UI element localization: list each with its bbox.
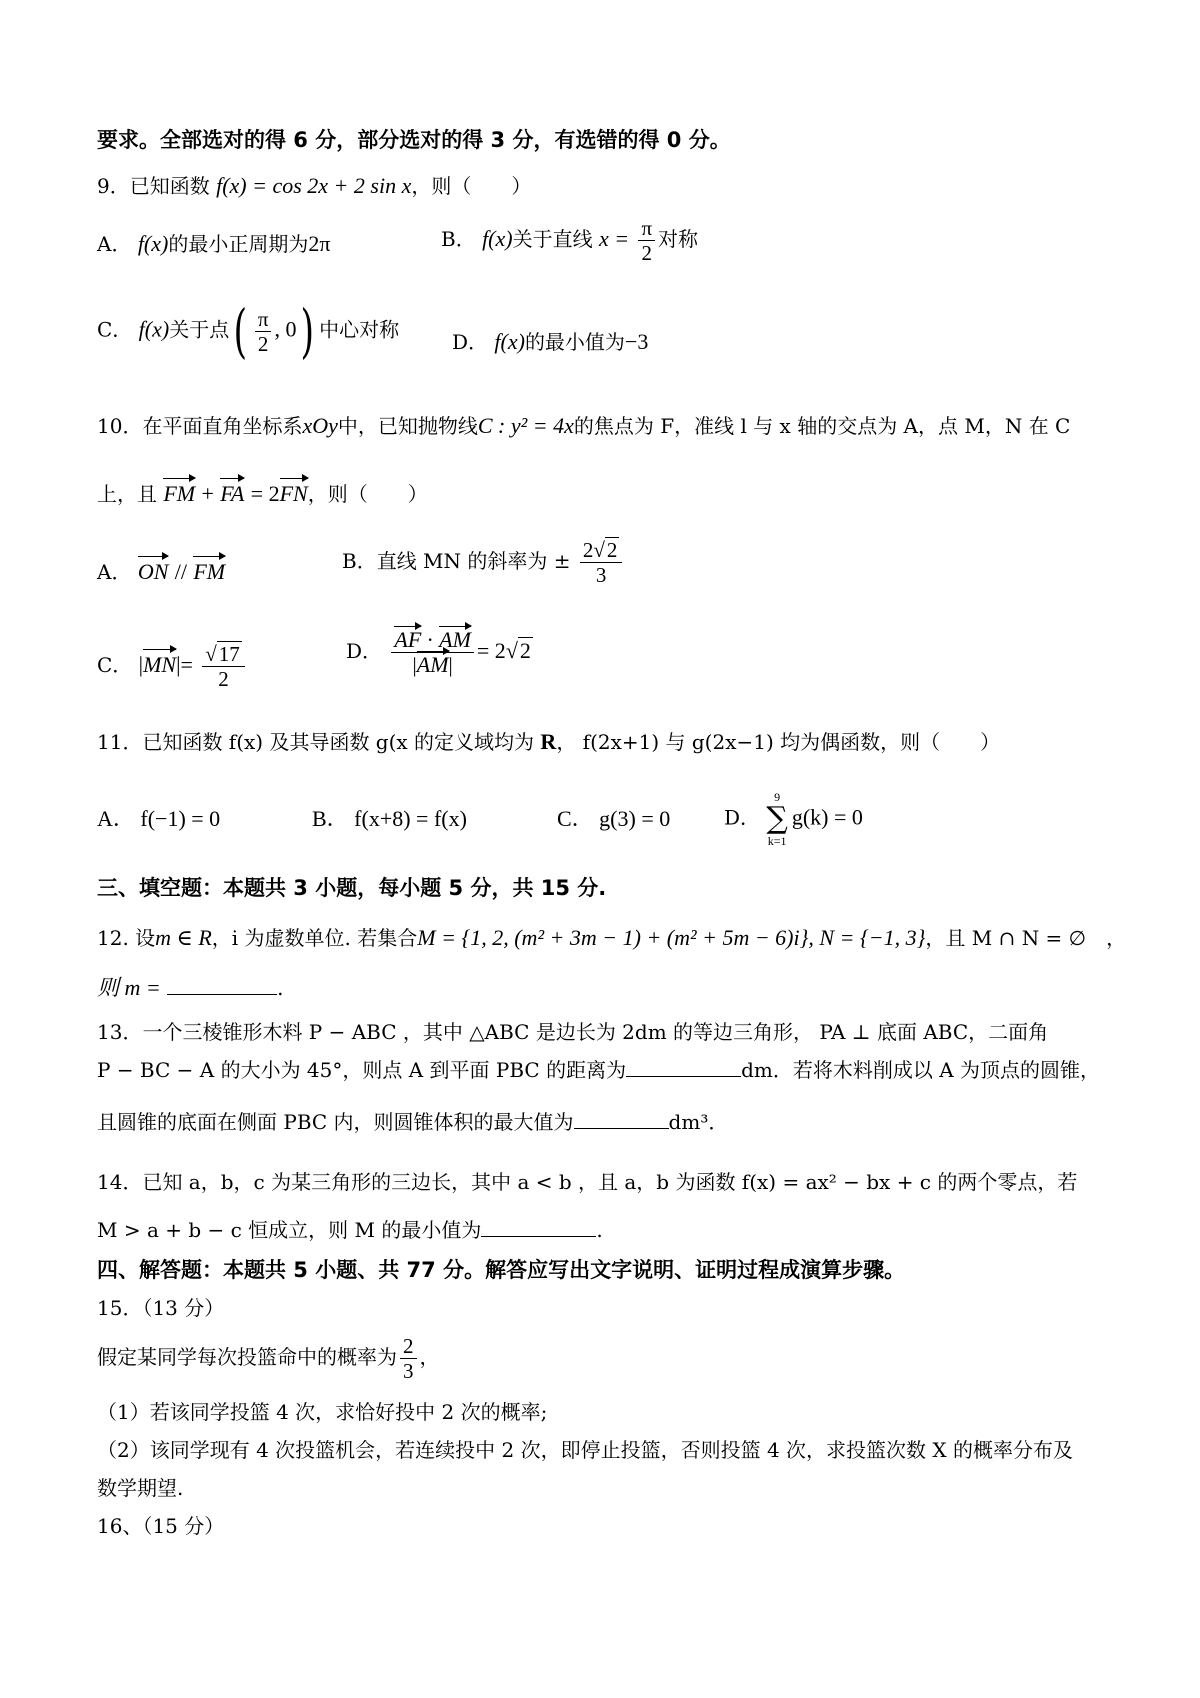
- option-text: 的最小值为: [524, 330, 625, 354]
- question-14-line-2: [97, 1216, 603, 1244]
- frac-den: 2: [257, 331, 269, 356]
- section-requirement-note: 要求。全部选对的得 6 分，部分选对的得 3 分，有选错的得 0 分。: [97, 128, 731, 152]
- sum-upper: 9: [774, 790, 781, 804]
- vector-fn: FN: [279, 481, 308, 506]
- frac-den: 3: [403, 1359, 414, 1383]
- option-label: D．: [452, 330, 489, 354]
- stem-text: 10．在平面直角坐标系: [97, 414, 303, 438]
- option-label: C．: [97, 317, 133, 342]
- radicand: 17: [218, 642, 240, 666]
- option-text: C． g(3) = 0: [557, 806, 671, 831]
- sigma-sign: ∑: [766, 801, 788, 836]
- option-tail: 对称: [658, 227, 699, 251]
- vector-fa: FA: [220, 481, 245, 506]
- frac-den: |AM|: [412, 652, 453, 677]
- q9-option-c: [97, 297, 400, 365]
- stem-text: 12. 设: [97, 926, 156, 950]
- answer-blank[interactable]: [481, 1216, 596, 1237]
- frac-num: [580, 538, 623, 563]
- parallel-sign: //: [174, 559, 187, 584]
- frac-num: [202, 642, 245, 667]
- option-label: A．: [97, 232, 132, 256]
- option-tail: 中心对称: [319, 317, 400, 342]
- stem-text: dm．若将木料削成以 A 为顶点的圆锥，: [741, 1058, 1101, 1082]
- plus-sign: +: [201, 481, 214, 506]
- stem-text: M > a + b − c 恒成立，则 M 的最小值为: [97, 1218, 482, 1242]
- condition: m ∈ R: [155, 925, 212, 950]
- q11-option-a: [97, 805, 220, 833]
- section-3-title: 三、填空题：本题共 3 小题，每小题 5 分，共 15 分.: [97, 876, 607, 900]
- frac-num: π: [638, 216, 655, 241]
- coordinate-system: xOy: [302, 413, 338, 438]
- answer-blank[interactable]: [626, 1056, 741, 1077]
- question-10-line-2: [97, 480, 428, 508]
- q9-option-a: [97, 230, 330, 258]
- option-function: f(x): [138, 316, 170, 342]
- question-15-header: 15．（13 分）: [97, 1296, 225, 1320]
- frac-num: [391, 628, 473, 653]
- vector-af: AF: [394, 627, 422, 652]
- option-label: A．: [97, 560, 132, 584]
- q10-option-d: [346, 628, 533, 677]
- vector-am: AM: [416, 652, 449, 677]
- option-label: D．: [346, 639, 383, 663]
- vector-am: AM: [439, 627, 471, 652]
- q11-option-d: [724, 790, 863, 848]
- q10-option-b: [342, 538, 625, 587]
- q10-option-a: [97, 558, 225, 586]
- equals-sign: = 2: [476, 638, 506, 663]
- q10-option-c: [97, 642, 248, 691]
- stem-text: 11．已知函数 f(x) 及其导函数 g(x 的定义域均为: [97, 730, 535, 754]
- option-function: f(x): [137, 231, 169, 256]
- answer-blank[interactable]: [167, 974, 277, 995]
- option-value: 2π: [308, 231, 331, 256]
- question-11-stem: [97, 728, 1000, 756]
- stem-text: 且圆锥的底面在侧面 PBC 内，则圆锥体积的最大值为: [97, 1110, 574, 1134]
- stem-text: ，i 为虚数单位. 若集合: [211, 926, 418, 950]
- vector-mn: MN: [143, 652, 177, 677]
- stem-tail: ，且 M ∩ N = ∅ ，: [925, 926, 1127, 950]
- section-4-title: 四、解答题：本题共 5 小题、共 77 分。解答应写出文字说明、证明过程成演算步骤。: [97, 1258, 906, 1282]
- stem-text: 的焦点为 F，准线 l 与 x 轴的交点为 A，点 M，N 在 C: [573, 414, 1071, 438]
- option-label: B．: [441, 227, 476, 251]
- option-function: f(x): [482, 226, 513, 251]
- sqrt: √2: [593, 538, 618, 562]
- question-15-part-2: （2）该同学现有 4 次投篮机会，若连续投中 2 次，即停止投篮，否则投篮 4 次，求投篮次数 X 的概率分布及: [97, 1438, 1073, 1462]
- dot-sign: ·: [426, 627, 434, 652]
- parabola-equation: C : y² = 4x: [477, 413, 574, 438]
- stem-tail: ，则（ ）: [307, 482, 428, 506]
- probability-fraction: [400, 1334, 417, 1383]
- real-numbers-symbol: R: [540, 729, 557, 754]
- stem-text: dm³．: [668, 1110, 729, 1134]
- option-value: −3: [624, 329, 649, 354]
- set-definition: M = {1, 2, (m² + 3m − 1) + (m² + 5m − 6)i}, N = {−1, 3}: [417, 925, 926, 950]
- q11-option-b: [312, 805, 467, 833]
- option-text: B． f(x+8) = f(x): [312, 806, 467, 831]
- point-coord: , 0: [274, 316, 297, 342]
- option-label: C．: [97, 653, 133, 677]
- option-expression: g(k) = 0: [791, 804, 863, 830]
- q9-option-d: [452, 328, 648, 356]
- option-text: 关于点: [169, 317, 230, 342]
- question-number: 9．: [97, 174, 130, 198]
- option-variable: x =: [598, 226, 630, 251]
- question-13-line-1: 13．一个三棱锥形木料 P − ABC ，其中 △ABC 是边长为 2dm 的等边三角形， PA ⊥ 底面 ABC，二面角: [97, 1020, 1049, 1044]
- radicand: 2: [606, 538, 618, 562]
- stem-text: 上，且: [97, 482, 157, 506]
- vector-on: ON: [137, 559, 169, 584]
- question-15-part-1: （1）若该同学投篮 4 次，求恰好投中 2 次的概率;: [97, 1400, 548, 1424]
- option-text: A． f(−1) = 0: [97, 806, 221, 831]
- option-text: 的最小正周期为: [168, 232, 309, 256]
- question-13-line-2: [97, 1056, 1100, 1084]
- radicand: 2: [519, 638, 531, 663]
- question-16-header: 16、（15 分）: [97, 1514, 225, 1538]
- length-fraction: [202, 642, 245, 691]
- question-12-line-1: [97, 924, 1126, 952]
- answer-blank[interactable]: [574, 1108, 669, 1129]
- q9-option-b: [441, 216, 698, 265]
- sqrt: √2: [505, 638, 531, 663]
- vector-fm: FM: [163, 481, 196, 506]
- stem-text: 已知函数: [129, 174, 210, 198]
- q11-option-c: [557, 805, 670, 833]
- question-14-line-1: 14．已知 a，b，c 为某三角形的三边长，其中 a < b ，且 a，b 为函数 f(x) = ax² − bx + c 的两个零点，若: [97, 1170, 1078, 1194]
- abs-bar-equals: |=: [176, 652, 193, 677]
- question-9-stem: [97, 172, 531, 200]
- summation: [766, 790, 787, 848]
- option-text: 关于直线: [512, 227, 593, 251]
- sqrt: √17: [205, 642, 240, 666]
- frac-den: 2: [641, 241, 652, 265]
- stem-tail: ，则（ ）: [411, 174, 532, 198]
- option-function: f(x): [494, 329, 525, 354]
- stem-tail: .: [596, 1218, 603, 1242]
- question-12-line-2: 则 m = .: [97, 975, 284, 1000]
- frac-num: π: [255, 307, 272, 332]
- equals-sign: = 2: [250, 481, 280, 506]
- function-formula: f(x) = cos 2x + 2 sin x: [216, 173, 412, 198]
- sum-lower: k=1: [767, 834, 787, 848]
- stem-tail: ， f(2x+1) 与 g(2x−1) 均为偶函数，则（ ）: [556, 730, 1001, 754]
- coefficient: 2: [582, 538, 594, 562]
- stem-text: 假定某同学每次投篮命中的概率为: [97, 1345, 397, 1369]
- right-paren: ): [300, 297, 315, 365]
- question-10-line-1: [97, 412, 1070, 440]
- abs-bar: |: [138, 652, 144, 677]
- stem-text: 中，已知抛物线: [337, 414, 478, 438]
- frac-den: 2: [218, 667, 229, 691]
- question-15-stem: [97, 1334, 440, 1383]
- fraction-pi-over-2: [255, 307, 272, 356]
- vector-fm: FM: [193, 559, 226, 584]
- answer-prompt: 则 m =: [97, 975, 161, 1000]
- fraction-pi-over-2: [638, 216, 655, 265]
- left-paren: (: [233, 297, 248, 365]
- frac-num: 2: [400, 1334, 417, 1359]
- dot-product-fraction: [391, 628, 473, 677]
- stem-tail: ，: [419, 1345, 440, 1369]
- question-13-line-3: [97, 1108, 728, 1136]
- stem-text: P − BC − A 的大小为 45°，则点 A 到平面 PBC 的距离为: [97, 1058, 627, 1082]
- slope-fraction: [580, 538, 623, 587]
- option-text: 直线 MN 的斜率为 ±: [376, 549, 571, 573]
- frac-den: 3: [595, 563, 607, 587]
- question-15-part-2-cont: 数学期望.: [97, 1476, 184, 1500]
- option-label: B．: [342, 549, 377, 573]
- option-label: D．: [724, 805, 761, 830]
